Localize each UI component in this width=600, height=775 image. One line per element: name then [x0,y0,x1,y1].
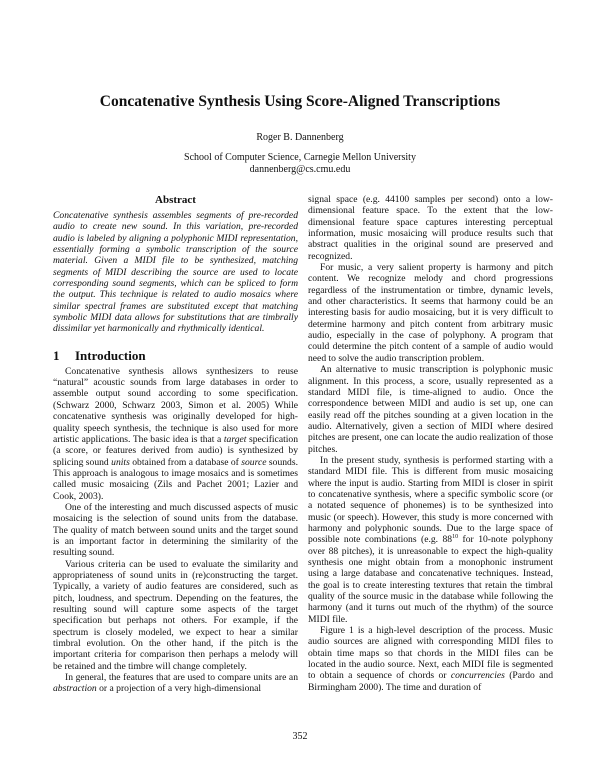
author-affiliation [0,152,600,176]
body-paragraph [308,625,553,693]
text-run: In the present study, synthesis is performed starting with a standard MIDI file. This is different from music mosaicing where the input is audio. Starting from MIDI is closer in spirit to concatenative synthesis, where a specific symbolic score (or a notated sequence of phonemes) is to be synthesized into music (or speech). However, this study is more concerned with harmony and polyphonic sounds. Due to the large space of possible note combinations (e.g. 88 [308,454,553,546]
page-number: 352 [292,731,308,742]
text-run: For music, a very salient property is harmony and pitch content. We recognize melody and chord progressions regardless of the instrumentation or timbre, dynamic levels, and other characteristics. It seems that harmony could be an interesting basis for audio mosaicing, but it is very difficult to determine harmony and pitch content from arbitrary music audio, especially in the case of polyphony. A program that could determine the pitch content of a sample of audio would need to solve the audio transcription problem. [308,262,553,364]
right-body [308,194,553,693]
text-run: In general, the features that are used to compare units are an [65,672,298,684]
left-body [53,366,298,695]
text-run: for 10-note polyphony over 88 pitches), it is unreasonable to expect the high-quality synthesis one might obtain from a monophonic instrument using a large database and concatenative techniques. Instead, the goal is to create interesting textures that retain the timbral quality of the source music in the database while following the harmony (and it turns out much of the rhythm) of the source MIDI file. [308,534,553,625]
emphasis-text: concurrencies [450,670,505,682]
abstract-heading: Abstract [155,194,196,206]
author-email: dannenberg@cs.cmu.edu [249,164,351,175]
right-column [308,194,553,693]
text-run: (Pardo and Birmingham 2000). The time and duration of [308,670,553,693]
section-heading [53,348,298,363]
body-paragraph [308,262,553,364]
emphasis-text: abstraction [53,683,97,695]
text-run: An alternative to music transcription is polyphonic music alignment. In this process, a score, usually represented as a standard MIDI file, is time-aligned to audio. Once the correspondence between MIDI and audio is set up, one can easily read off the pitches sounding at a given location in the audio. Alternatively, given a section of MIDI where desired pitches are present, one can locate the audio realization of those pitches. [308,364,553,455]
author-name: Roger B. Dannenberg [256,132,344,143]
section-title: Introduction [75,347,146,363]
text-run: One of the interesting and much discussed aspects of music mosaicing is the selection of sound units from the database. The quality of match between sound units and the target sound is an important factor in determining the similarity of the resulting sound. [53,501,298,559]
body-paragraph [53,502,298,559]
text-run: Figure 1 is a high-level description of the process. Music audio sources are aligned with corresponding MIDI files to obtain time maps so that chords in the MIDI files can be located in the audio source. Next, each MIDI file is segmented to obtain a sequence of chords or [308,625,553,682]
body-paragraph [308,364,553,455]
body-paragraph [53,366,298,502]
text-run: specification (a score, or features derived from audio) is synthesized by splicing sound [53,433,298,468]
text-run: obtained from a database of [129,456,242,468]
left-column [53,194,298,695]
body-paragraph [308,455,553,625]
affiliation: School of Computer Science, Carnegie Mellon University [184,152,416,163]
body-paragraph [308,194,553,262]
section-number: 1 [53,347,60,363]
emphasis-text: units [111,456,130,468]
superscript: 10 [452,534,459,541]
paper-title: Concatenative Synthesis Using Score-Aligned Transcriptions [99,93,501,110]
text-run: sounds. This approach is analogous to image mosaics and is sometimes called music mosaicing (Zils and Pachet 2001; Lazier and Cook, 2003). [53,456,298,502]
text-run: or a projection of a very high-dimensional [96,683,262,695]
body-paragraph [53,559,298,672]
text-run: Various criteria can be used to evaluate the similarity and appropriateness of sound units in (re)constructing the target. Typically, a variety of audio features are considered, such as pitch, loudness, and spectrum. Depending on the features, the resulting sound will capture some aspects of the target specification but perhaps not others. For example, if the spectrum is closely modeled, we expect to hear a similar timbral evolution. On the other hand, if the pitch is the important criteria for comparison then perhaps a melody will be retained and the timbre will change completely. [53,558,298,672]
text-run: signal space (e.g. 44100 samples per second) onto a low-dimensional feature space. To the extent that the low-dimensional feature space captures interesting perceptual information, music mosaicing will produce results such that abstract qualities in the original sound are preserved and recognized. [308,194,553,262]
emphasis-text: source [241,456,267,468]
emphasis-text: target [223,433,247,445]
body-paragraph [53,672,298,695]
abstract-text: Concatenative synthesis assembles segments of pre-recorded audio to create new sound. In this variation, pre-recorded audio is labeled by aligning a polyphonic MIDI representation, essentially forming a symbolic transcription of the source material. Given a MIDI file to be synthesized, matching segments of MIDI describing the source are used to locate corresponding sound segments, which can be spliced to form the output. This technique is related to audio mosaics where similar spectral frames are substituted except that matching symbolic MIDI data allows for substitutions that are timbrally dissimilar yet harmonically and rhythmically identical. [53,210,298,335]
text-run: Concatenative synthesis allows synthesizers to reuse “natural” acoustic sounds from large databases in order to assemble output sound according to some specification. (Schwarz 2000, Schwarz 2003, Simon et al. 2005) While concatenative synthesis was originally developed for high-quality speech synthesis, the technique is also used for more artistic applications. The basic idea is that a [53,365,298,445]
